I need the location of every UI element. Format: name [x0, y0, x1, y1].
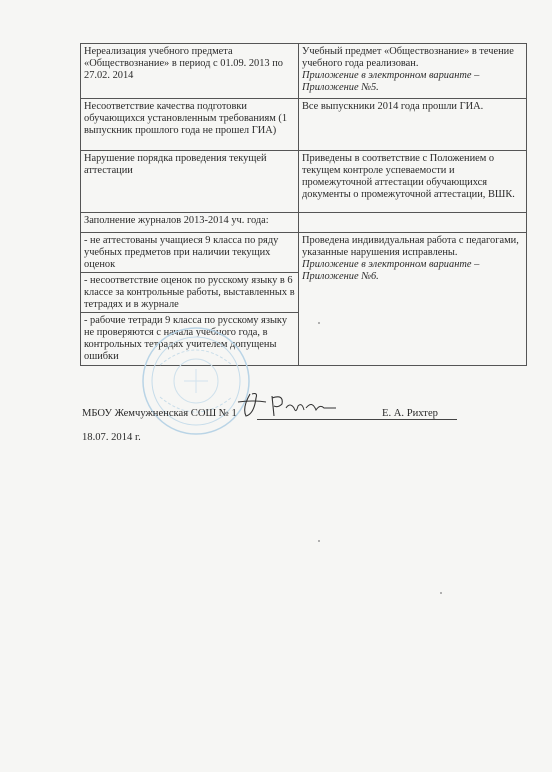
school-stamp-icon — [140, 325, 252, 437]
journal-item-text: - несоответствие оценок по русскому языку в 6 классе за контрольные работы, выставленных в тетрадях и в журнале — [84, 275, 295, 310]
violation-cell — [81, 151, 299, 213]
journal-item-text: - не аттестованы учащиеся 9 класса по ряду учебных предметов при наличии текущих оценок — [84, 235, 279, 270]
response-text: Учебный предмет «Обществознание» в течение учебного года реализован. — [302, 46, 514, 69]
table-row — [81, 99, 527, 151]
journal-item-cell — [81, 233, 299, 273]
response-cell — [299, 213, 527, 233]
violation-cell — [81, 99, 299, 151]
table-row — [81, 213, 527, 233]
handwritten-signature-icon — [232, 388, 352, 420]
table-row — [81, 151, 527, 213]
organization-name: МБОУ Жемчужненская СОШ № 1 — [82, 408, 237, 419]
violation-text: Нереализация учебного предмета «Обществознание» в период с 01.09. 2013 по 27.02. 2014 — [84, 46, 283, 81]
table-row — [81, 233, 527, 273]
response-cell — [299, 44, 527, 99]
report-table — [80, 43, 527, 366]
journal-item-cell — [81, 273, 299, 313]
journal-response-text: Проведена индивидуальная работа с педагогами, указанные нарушения исправлены. — [302, 235, 519, 258]
violation-text: Нарушение порядка проведения текущей аттестации — [84, 153, 267, 176]
violation-cell — [81, 44, 299, 99]
document-date: 18.07. 2014 г. — [82, 432, 141, 443]
violation-text: Несоответствие качества подготовки обучающихся установленным требованиям (1 выпускник прошлого года не прошел ГИА) — [84, 101, 288, 136]
attachment-note: Приложение в электронном варианте – Приложение №5. — [302, 70, 480, 93]
response-cell — [299, 151, 527, 213]
scan-speck — [318, 540, 320, 542]
journal-response-cell — [299, 233, 527, 366]
response-text: Приведены в соответствие с Положением о текущем контроле успеваемости и промежуточной аттестации обучающихся документы о промежуточной аттестации, ВШК. — [302, 153, 515, 200]
violation-text: Заполнение журналов 2013-2014 уч. года: — [84, 215, 269, 226]
response-text: Все выпускники 2014 года прошли ГИА. — [302, 101, 484, 112]
violation-cell — [81, 213, 299, 233]
scan-speck — [440, 592, 442, 594]
attachment-note: Приложение в электронном варианте – Приложение №6. — [302, 259, 480, 282]
scan-speck — [318, 322, 320, 324]
response-cell — [299, 99, 527, 151]
table-row — [81, 44, 527, 99]
signer-name: Е. А. Рихтер — [382, 408, 438, 419]
journal-item-text: - рабочие тетради 9 класса по русскому языку не проверяются с начала учебного года, в контрольных тетрадях учителем допущены ошибки — [84, 315, 288, 362]
